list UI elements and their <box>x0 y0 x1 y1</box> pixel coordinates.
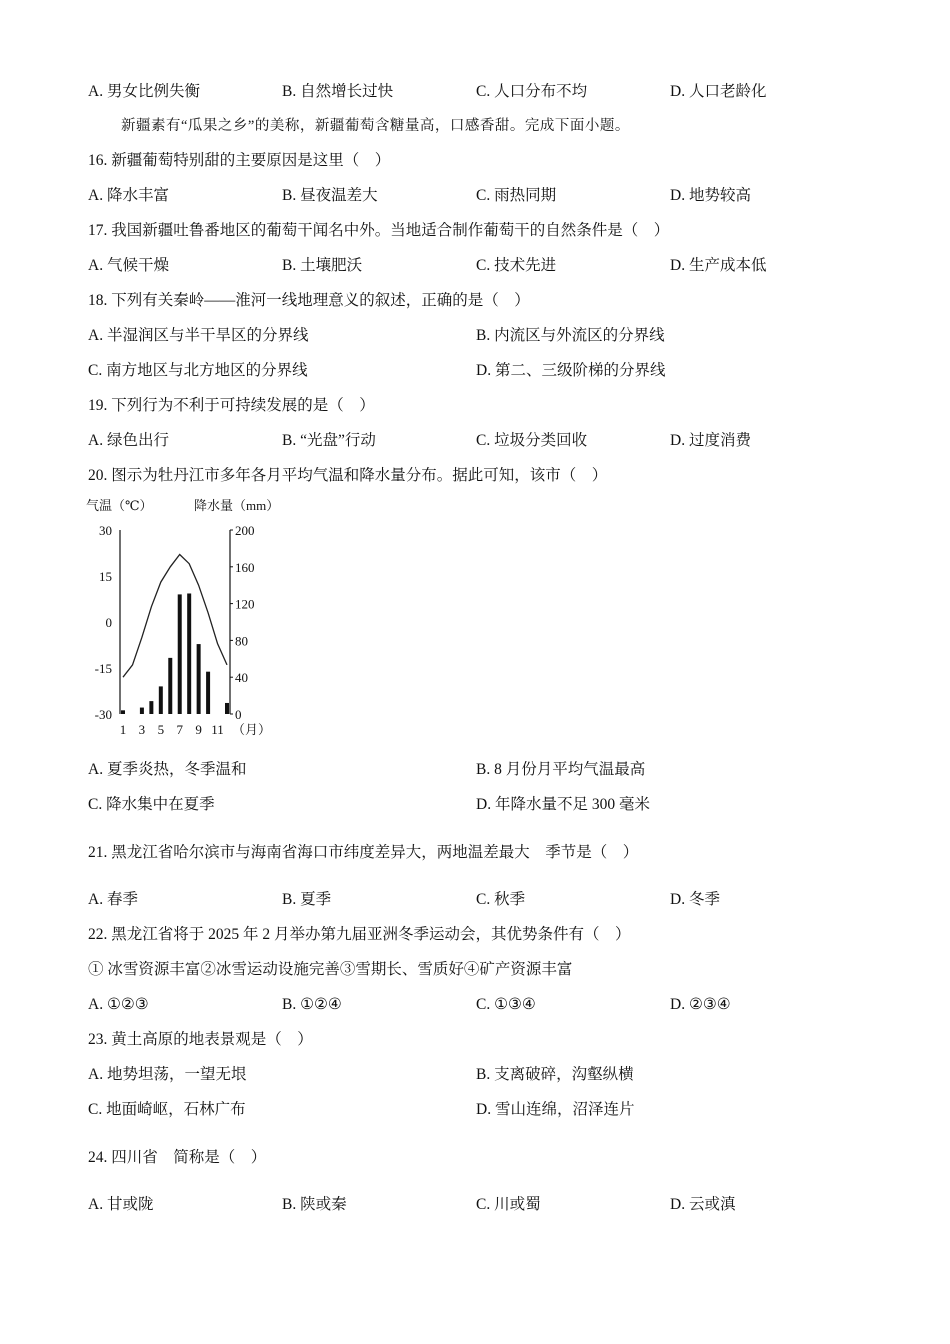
precipitation-bar <box>178 594 182 714</box>
precipitation-tick-label: 0 <box>235 707 242 722</box>
q21-option-d: D. 冬季 <box>670 891 720 908</box>
q21-option-c: C. 秋季 <box>476 891 526 908</box>
q19-option-a: A. 绿色出行 <box>88 432 169 449</box>
question-16-stem: 16. 新疆葡萄特别甜的主要原因是这里（ ） <box>88 152 391 169</box>
temperature-tick-label: 15 <box>99 569 112 584</box>
precipitation-tick-label: 160 <box>235 559 255 575</box>
question-23-stem: 23. 黄土高原的地表景观是（ ） <box>88 1031 313 1048</box>
temperature-tick-label: 0 <box>105 615 112 630</box>
precipitation-bar <box>225 703 229 714</box>
q20-option-b: B. 8 月份月平均气温最高 <box>476 761 646 778</box>
month-tick-label: 5 <box>157 722 165 737</box>
precipitation-tick-label: 200 <box>235 523 255 538</box>
precipitation-bar <box>140 708 144 714</box>
q22-option-c: C. ①③④ <box>476 996 536 1013</box>
month-tick-label: 11 <box>211 722 224 737</box>
temperature-tick-label: -15 <box>94 661 112 676</box>
precipitation-tick-label: 120 <box>235 596 255 612</box>
question-22-statements: ① 冰雪资源丰富②冰雪运动设施完善③雪期长、雪质好④矿产资源丰富 <box>88 961 573 978</box>
temperature-tick-label: -30 <box>94 707 112 722</box>
q19-option-d: D. 过度消费 <box>670 432 751 449</box>
month-tick-label: 3 <box>138 722 146 737</box>
q23-option-d: D. 雪山连绵，沼泽连片 <box>476 1101 635 1118</box>
q16-option-b: B. 昼夜温差大 <box>282 187 378 204</box>
q24-option-d: D. 云或滇 <box>670 1196 736 1213</box>
q22-option-a: A. ①②③ <box>88 996 149 1013</box>
precipitation-bar <box>149 701 153 714</box>
q17-option-c: C. 技术先进 <box>476 257 557 274</box>
question-20-stem: 20. 图示为牡丹江市多年各月平均气温和降水量分布。据此可知，该市（ ） <box>88 467 608 484</box>
q19-option-b: B. “光盘”行动 <box>282 432 376 449</box>
precipitation-bar <box>187 593 191 714</box>
q15-option-c: C. 人口分布不均 <box>476 83 588 100</box>
question-22-stem: 22. 黑龙江省将于 2025 年 2 月举办第九届亚洲冬季运动会，其优势条件有（ ） <box>88 926 631 943</box>
q21-option-b: B. 夏季 <box>282 891 332 908</box>
q23-option-b: B. 支离破碎，沟壑纵横 <box>476 1066 634 1083</box>
q18-option-a: A. 半湿润区与半干旱区的分界线 <box>88 327 309 344</box>
precipitation-bar <box>206 672 210 714</box>
q21-option-a: A. 春季 <box>88 891 138 908</box>
temperature-axis-label: 气温（℃） <box>86 498 153 513</box>
q17-option-d: D. 生产成本低 <box>670 257 767 274</box>
q24-option-c: C. 川或蜀 <box>476 1196 541 1213</box>
q20-option-a: A. 夏季炎热，冬季温和 <box>88 761 247 778</box>
q23-option-c: C. 地面崎岖，石林广布 <box>88 1101 246 1118</box>
q20-option-d: D. 年降水量不足 300 毫米 <box>476 796 650 813</box>
temperature-tick-label: 30 <box>99 523 112 538</box>
question-21-stem: 21. 黑龙江省哈尔滨市与海南省海口市纬度差异大，两地温差最大 季节是（ ） <box>88 844 639 861</box>
climate-chart <box>86 494 296 744</box>
month-tick-label: 1 <box>119 722 127 737</box>
q22-option-d: D. ②③④ <box>670 996 731 1013</box>
precipitation-bar <box>121 710 125 714</box>
precipitation-tick-label: 80 <box>235 633 248 649</box>
q23-option-a: A. 地势坦荡，一望无垠 <box>88 1066 247 1083</box>
q18-option-d: D. 第二、三级阶梯的分界线 <box>476 362 666 379</box>
q15-option-b: B. 自然增长过快 <box>282 83 394 100</box>
q17-option-a: A. 气候干燥 <box>88 257 169 274</box>
q22-option-b: B. ①②④ <box>282 996 342 1013</box>
q15-option-d: D. 人口老龄化 <box>670 83 767 100</box>
q19-option-c: C. 垃圾分类回收 <box>476 432 588 449</box>
q24-option-b: B. 陕或秦 <box>282 1196 347 1213</box>
material-intro: 新疆素有“瓜果之乡”的美称，新疆葡萄含糖量高，口感香甜。完成下面小题。 <box>121 118 630 134</box>
q16-option-c: C. 雨热同期 <box>476 187 557 204</box>
q16-option-d: D. 地势较高 <box>670 187 751 204</box>
precipitation-bar <box>159 686 163 714</box>
month-tick-label: 7 <box>176 722 183 737</box>
precipitation-axis-label: 降水量（mm） <box>194 498 280 513</box>
precipitation-bar <box>168 658 172 714</box>
question-17-stem: 17. 我国新疆吐鲁番地区的葡萄干闻名中外。当地适合制作葡萄干的自然条件是（ ） <box>88 222 670 239</box>
q18-option-b: B. 内流区与外流区的分界线 <box>476 327 665 344</box>
q17-option-b: B. 土壤肥沃 <box>282 257 363 274</box>
q20-option-c: C. 降水集中在夏季 <box>88 796 215 813</box>
x-unit-label: （月） <box>232 722 272 737</box>
q24-option-a: A. 甘或陇 <box>88 1196 154 1213</box>
question-24-stem: 24. 四川省 简称是（ ） <box>88 1149 267 1166</box>
q15-option-a: A. 男女比例失衡 <box>88 83 200 100</box>
question-19-stem: 19. 下列行为不利于可持续发展的是（ ） <box>88 397 375 414</box>
q16-option-a: A. 降水丰富 <box>88 187 169 204</box>
precipitation-tick-label: 40 <box>235 670 248 686</box>
question-18-stem: 18. 下列有关秦岭——淮河一线地理意义的叙述，正确的是（ ） <box>88 292 530 309</box>
q18-option-c: C. 南方地区与北方地区的分界线 <box>88 362 308 379</box>
precipitation-bar <box>197 644 201 714</box>
month-tick-label: 9 <box>195 722 202 737</box>
temperature-series-line <box>123 555 227 678</box>
